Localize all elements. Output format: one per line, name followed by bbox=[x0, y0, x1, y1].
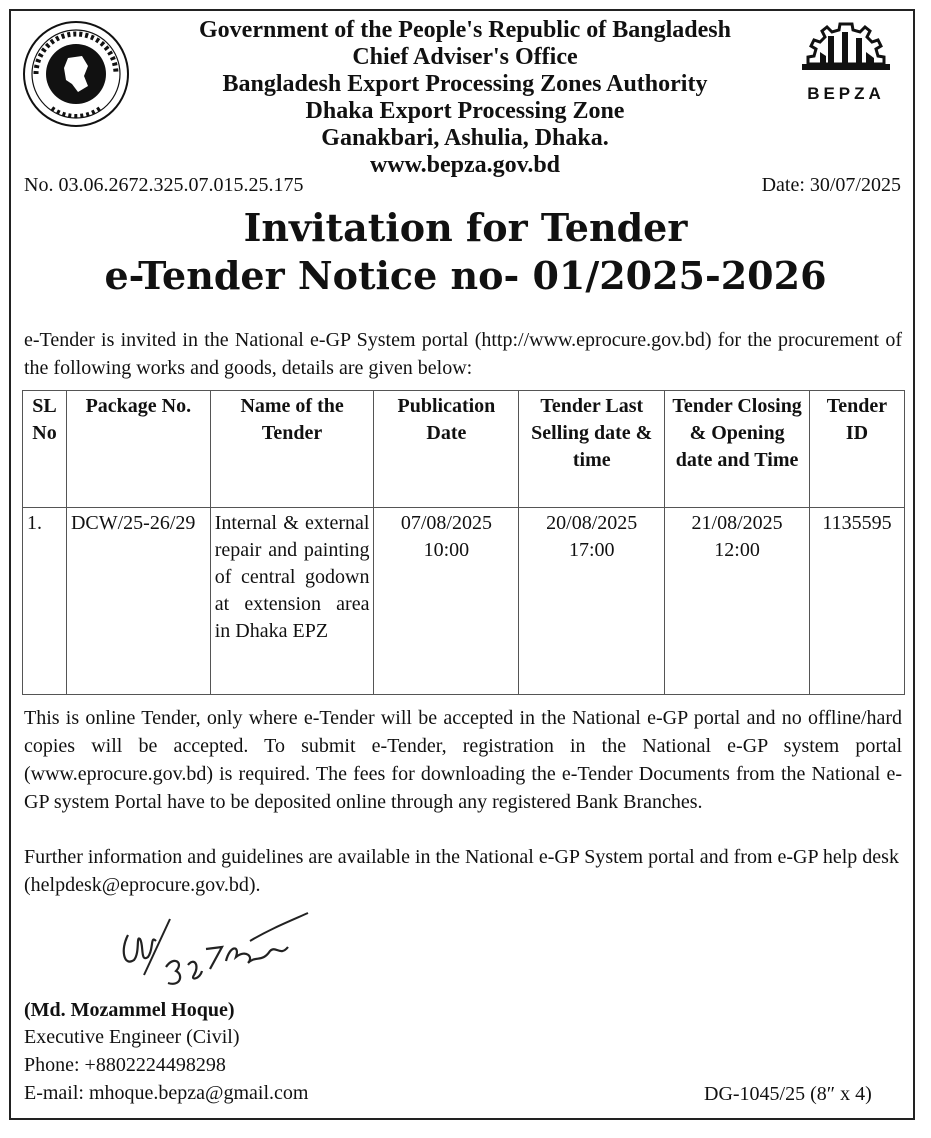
notice-date: Date: 30/07/2025 bbox=[761, 174, 901, 196]
signatory-name: (Md. Mozammel Hoque) bbox=[24, 999, 235, 1021]
signatory-designation: Executive Engineer (Civil) bbox=[24, 1026, 240, 1048]
online-tender-paragraph: This is online Tender, only where e-Tender will be accepted in the National e-GP portal and no offline/hard copies will be accepted. To submit e-Tender, registration in the National e-GP system portal (www.eprocure.gov.bd) is required. The fees for downloading the e-Tender Documents from the National e-GP system Portal have to be deposited online through any registered Bank Branches. bbox=[24, 707, 902, 813]
notice-title: Invitation for Tender bbox=[243, 205, 688, 250]
cell-sl: 1. bbox=[23, 508, 67, 695]
tender-table bbox=[22, 390, 905, 695]
col-header-tender-id: Tender ID bbox=[810, 391, 905, 508]
table-header-row bbox=[23, 391, 905, 508]
bepza-logo bbox=[790, 18, 902, 108]
signatory-email: E-mail: mhoque.bepza@gmail.com bbox=[24, 1082, 309, 1104]
header-line-office: Chief Adviser's Office bbox=[352, 44, 578, 70]
col-header-closing: Tender Closing & Opening date and Time bbox=[665, 391, 810, 508]
notice-number: e-Tender Notice no- 01/2025-2026 bbox=[104, 253, 827, 298]
cell-selling: 20/08/2025 17:00 bbox=[519, 508, 665, 695]
bepza-logo-text: BEPZA bbox=[807, 84, 885, 103]
government-seal-icon bbox=[22, 20, 130, 128]
table-row bbox=[23, 508, 905, 695]
intro-paragraph: e-Tender is invited in the National e-GP System portal (http://www.eprocure.gov.bd) for the procurement of the following works and goods, details are given below: bbox=[24, 329, 902, 379]
cell-closing: 21/08/2025 12:00 bbox=[665, 508, 810, 695]
dg-reference: DG-1045/25 (8″ x 4) bbox=[704, 1083, 872, 1105]
col-header-publication: Publication Date bbox=[374, 391, 519, 508]
header-line-address: Ganakbari, Ashulia, Dhaka. bbox=[321, 125, 609, 151]
col-header-selling: Tender Last Selling date & time bbox=[519, 391, 665, 508]
cell-tender-name: Internal & external repair and painting of central godown at extension area in Dhaka EPZ bbox=[210, 508, 374, 695]
signature bbox=[110, 905, 320, 995]
cell-tender-id: 1135595 bbox=[810, 508, 905, 695]
signatory-phone: Phone: +8802224498298 bbox=[24, 1054, 226, 1076]
cell-package: DCW/25-26/29 bbox=[66, 508, 210, 695]
col-header-package: Package No. bbox=[66, 391, 210, 508]
cell-publication: 07/08/2025 10:00 bbox=[374, 508, 519, 695]
col-header-sl: SL No bbox=[23, 391, 67, 508]
col-header-name: Name of the Tender bbox=[210, 391, 374, 508]
header-line-zone: Dhaka Export Processing Zone bbox=[305, 98, 625, 124]
header-line-website: www.bepza.gov.bd bbox=[369, 152, 561, 178]
reference-number: No. 03.06.2672.325.07.015.25.175 bbox=[24, 174, 304, 196]
factory-gear-icon bbox=[790, 18, 902, 84]
further-info-paragraph: Further information and guidelines are available in the National e-GP System portal and from e-GP help desk (helpdesk@eprocure.gov.bd). bbox=[24, 846, 899, 896]
header-line-authority: Bangladesh Export Processing Zones Authority bbox=[222, 71, 708, 97]
header-line-government: Government of the People's Republic of Bangladesh bbox=[199, 17, 731, 43]
